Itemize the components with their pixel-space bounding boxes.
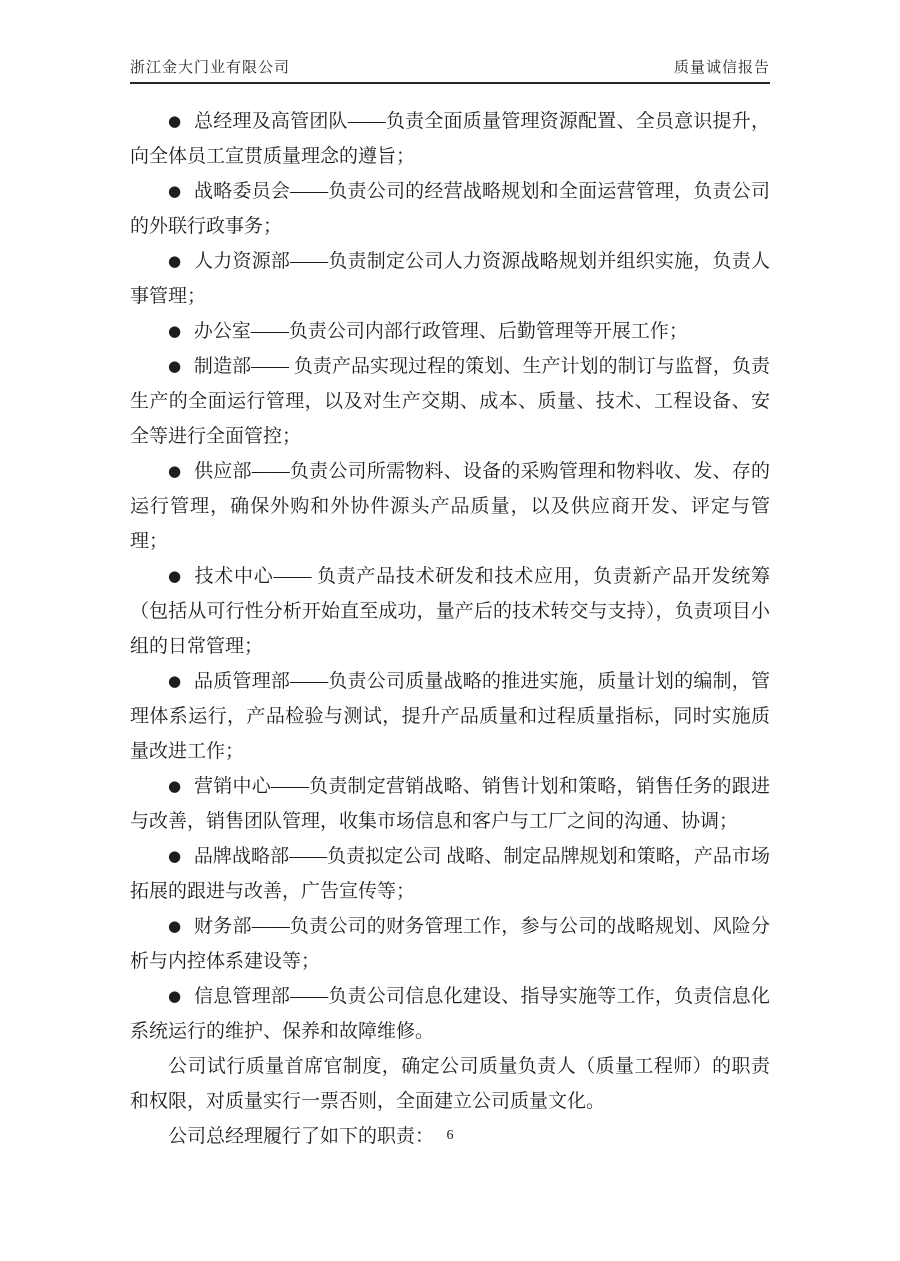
paragraph-text: 技术中心—— 负责产品技术研发和技术应用，负责新产品开发统筹（包括从可行性分析开始直至成功，量产后的技术转交与支持），负责项目小组的日常管理；	[130, 566, 770, 657]
paragraph-text: 公司试行质量首席官制度，确定公司质量负责人（质量工程师）的职责和权限，对质量实行一票否则，全面建立公司质量文化。	[130, 1056, 770, 1112]
bullet-paragraph	[130, 979, 770, 1049]
paragraph-text: 信息管理部——负责公司信息化建设、指导实施等工作，负责信息化系统运行的维护、保养和故障维修。	[130, 986, 770, 1042]
body-paragraph	[130, 1049, 770, 1119]
bullet-paragraph	[130, 559, 770, 664]
page-number: 6	[446, 1128, 454, 1143]
bullet-icon: ●	[168, 112, 182, 130]
paragraph-text: 公司总经理履行了如下的职责：	[168, 1126, 435, 1147]
bullet-paragraph	[130, 174, 770, 244]
paragraph-text: 人力资源部——负责制定公司人力资源战略规划并组织实施，负责人事管理；	[130, 251, 770, 307]
bullet-paragraph	[130, 769, 770, 839]
bullet-icon: ●	[168, 777, 182, 795]
page-footer	[0, 1128, 900, 1144]
header-report-title: 质量诚信报告	[673, 60, 770, 76]
bullet-paragraph	[130, 104, 770, 174]
paragraph-text: 财务部——负责公司的财务管理工作，参与公司的战略规划、风险分析与内控体系建设等；	[130, 916, 770, 972]
header-company-name: 浙江金大门业有限公司	[130, 60, 291, 76]
page-header	[130, 56, 770, 84]
bullet-icon: ●	[168, 917, 182, 935]
bullet-icon: ●	[168, 672, 182, 690]
bullet-paragraph	[130, 664, 770, 769]
paragraph-text: 制造部—— 负责产品实现过程的策划、生产计划的制订与监督，负责生产的全面运行管理，以及对生产交期、成本、质量、技术、工程设备、安全等进行全面管控；	[130, 356, 770, 447]
bullet-icon: ●	[168, 987, 182, 1005]
paragraph-text: 战略委员会——负责公司的经营战略规划和全面运营管理，负责公司的外联行政事务；	[130, 181, 770, 237]
paragraph-text: 品牌战略部——负责拟定公司 战略、制定品牌规划和策略，产品市场拓展的跟进与改善，广告宣传等；	[130, 846, 770, 902]
bullet-paragraph	[130, 839, 770, 909]
paragraph-text: 品质管理部——负责公司质量战略的推进实施，质量计划的编制，管理体系运行，产品检验与测试，提升产品质量和过程质量指标，同时实施质量改进工作；	[130, 671, 770, 762]
bullet-icon: ●	[168, 322, 182, 340]
paragraph-text: 总经理及高管团队——负责全面质量管理资源配置、全员意识提升，向全体员工宣贯质量理念的遵旨；	[130, 111, 770, 167]
paragraph-text: 营销中心——负责制定营销战略、销售计划和策略，销售任务的跟进与改善，销售团队管理，收集市场信息和客户与工厂之间的沟通、协调；	[130, 776, 770, 832]
bullet-paragraph	[130, 314, 770, 349]
bullet-paragraph	[130, 244, 770, 314]
paragraph-text: 供应部——负责公司所需物料、设备的采购管理和物料收、发、存的运行管理，确保外购和外协件源头产品质量，以及供应商开发、评定与管理；	[130, 461, 770, 552]
bullet-icon: ●	[168, 252, 182, 270]
bullet-icon: ●	[168, 182, 182, 200]
document-body	[130, 104, 770, 1154]
paragraph-text: 办公室——负责公司内部行政管理、后勤管理等开展工作；	[193, 321, 688, 342]
bullet-paragraph	[130, 349, 770, 454]
bullet-paragraph	[130, 454, 770, 559]
bullet-icon: ●	[168, 462, 182, 480]
bullet-icon: ●	[168, 357, 182, 375]
bullet-icon: ●	[168, 847, 182, 865]
bullet-icon: ●	[168, 567, 182, 585]
bullet-paragraph	[130, 909, 770, 979]
